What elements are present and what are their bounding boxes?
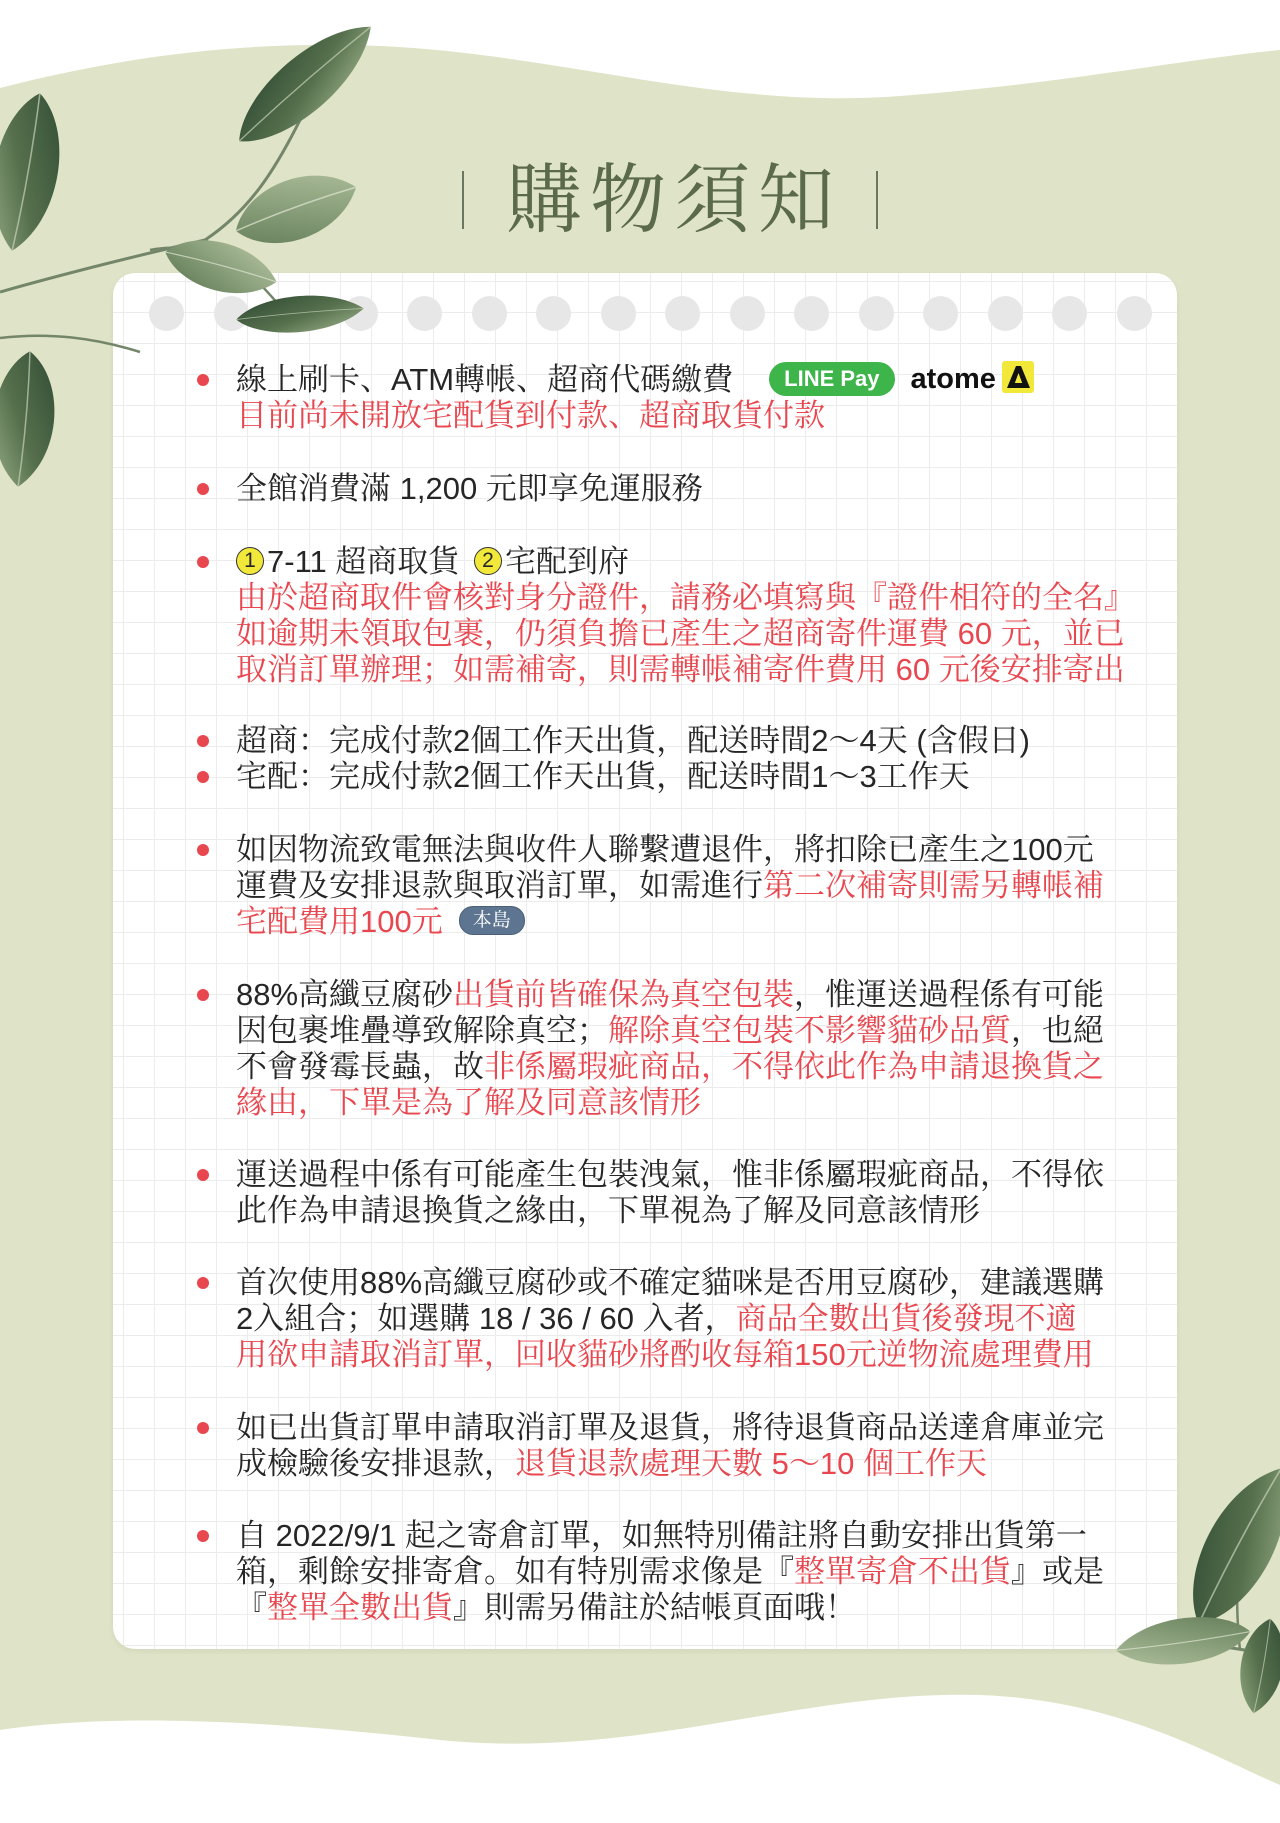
notice-line	[236, 471, 703, 507]
title-block	[462, 150, 878, 250]
binder-hole	[536, 296, 571, 331]
binder-hole	[1117, 296, 1152, 331]
highlight-text: 緣由，下單是為了解及同意該情形	[236, 1085, 701, 1120]
option-number-badge: 2	[474, 547, 502, 575]
bullet-dot	[197, 1277, 209, 1289]
notice-text: 因包裹堆疊導致解除真空；	[236, 1013, 608, 1048]
notice-text: 如因物流致電無法與收件人聯繫遭退件，將扣除已產生之100元	[236, 832, 1094, 867]
notice-line	[236, 616, 1135, 652]
binder-hole	[859, 296, 894, 331]
notice-text: ，也絕	[1011, 1013, 1104, 1048]
notice-line	[236, 904, 1104, 940]
highlight-text: 解除真空包裝不影響貓砂品質	[608, 1013, 1011, 1048]
binder-hole	[601, 296, 636, 331]
binder-hole	[730, 296, 765, 331]
notice-line	[236, 723, 1030, 759]
atome-icon	[1002, 361, 1034, 393]
notice-line	[236, 1518, 1104, 1554]
notice-item-store-timing	[236, 723, 1030, 759]
notice-item-package-leak	[236, 1157, 1104, 1229]
notice-text: 『	[236, 1590, 267, 1625]
notice-line	[236, 759, 970, 795]
notice-item-free-shipping	[236, 471, 703, 507]
notice-text: 宅配到府	[504, 544, 629, 579]
highlight-text: 如逾期未領取包裹，仍須負擔已產生之超商寄件運費 60 元，並已	[236, 616, 1125, 651]
binder-hole	[278, 296, 313, 331]
notice-line	[236, 1265, 1104, 1301]
highlight-text: 出貨前皆確保為真空包裝	[453, 977, 795, 1012]
bullet-dot	[197, 989, 209, 1001]
atome-wordmark: atome	[910, 362, 996, 395]
notice-line	[236, 1410, 1104, 1446]
title-divider-right	[876, 171, 878, 229]
notice-item-first-purchase	[236, 1265, 1104, 1373]
page-title: 購物須知	[506, 155, 842, 244]
binder-hole	[923, 296, 958, 331]
notice-line	[236, 544, 1135, 580]
bullet-dot	[197, 483, 209, 495]
notice-item-delivery-options	[236, 544, 1135, 688]
notice-text: 』則需另備註於結帳頁面哦！	[453, 1590, 856, 1625]
bullet-dot	[197, 771, 209, 783]
linepay-logo: LINE Pay	[769, 362, 894, 396]
highlight-text: 整單寄倉不出貨	[794, 1554, 1011, 1589]
highlight-text: 整單全數出貨	[267, 1590, 453, 1625]
notice-text: 自 2022/9/1 起之寄倉訂單，如無特別備註將自動安排出貨第一	[236, 1518, 1087, 1553]
binder-holes	[149, 296, 1152, 331]
binder-hole	[343, 296, 378, 331]
notice-text: 成檢驗後安排退款，	[236, 1446, 515, 1481]
notice-text: 此作為申請退換貨之緣由，下單視為了解及同意該情形	[236, 1193, 980, 1228]
notice-text: 線上刷卡、ATM轉帳、超商代碼繳費	[236, 362, 734, 397]
notice-line	[236, 652, 1135, 688]
notice-item-returns	[236, 1410, 1104, 1482]
notice-text: 如已出貨訂單申請取消訂單及退貨，將待退貨商品送達倉庫並完	[236, 1410, 1104, 1445]
binder-hole	[149, 296, 184, 331]
notice-text: 宅配：完成付款2個工作天出貨，配送時間1～3工作天	[236, 759, 970, 794]
notice-line	[236, 1554, 1104, 1590]
region-tag: 本島	[459, 906, 525, 935]
notice-line	[236, 1085, 1104, 1121]
notice-item-vacuum-packaging	[236, 977, 1104, 1121]
notice-item-storage-orders	[236, 1518, 1104, 1626]
notice-text: 不會發霉長蟲，故	[236, 1049, 484, 1084]
title-divider-left	[462, 171, 464, 229]
bullet-dot	[197, 1422, 209, 1434]
notice-text: 88%高纖豆腐砂	[236, 977, 454, 1012]
notice-text: 超商：完成付款2個工作天出貨，配送時間2～4天 (含假日)	[236, 723, 1030, 758]
highlight-text: 商品全數出貨後發現不適	[735, 1301, 1077, 1336]
notice-text: 運費及安排退款與取消訂單，如需進行	[236, 868, 763, 903]
notice-line	[236, 1590, 1104, 1626]
binder-hole	[1052, 296, 1087, 331]
binder-hole	[988, 296, 1023, 331]
notice-item-home-timing	[236, 759, 970, 795]
notice-line	[236, 1013, 1104, 1049]
notice-line	[236, 1193, 1104, 1229]
option-number-badge: 1	[236, 547, 264, 575]
binder-hole	[407, 296, 442, 331]
bullet-dot	[197, 1530, 209, 1542]
highlight-text: 退貨退款處理天數 5～10 個工作天	[515, 1446, 987, 1481]
notice-line	[236, 977, 1104, 1013]
notice-text: ，惟運送過程係有可能	[794, 977, 1105, 1012]
binder-hole	[794, 296, 829, 331]
atome-logo	[911, 362, 1034, 396]
binder-hole	[665, 296, 700, 331]
binder-hole	[472, 296, 507, 331]
notice-line	[236, 1301, 1104, 1337]
highlight-text: 宅配費用100元	[236, 904, 443, 939]
highlight-text: 第二次補寄則需另轉帳補	[763, 868, 1104, 903]
notice-text: 運送過程中係有可能產生包裝洩氣，惟非係屬瑕疵商品，不得依	[236, 1157, 1104, 1192]
bullet-dot	[197, 844, 209, 856]
notice-line	[236, 362, 1034, 398]
notice-text: 7-11 超商取貨	[267, 544, 468, 579]
bullet-dot	[197, 556, 209, 568]
notice-text: 箱，剩餘安排寄倉。如有特別需求像是『	[236, 1554, 794, 1589]
notice-line	[236, 868, 1104, 904]
highlight-text: 用欲申請取消訂單，回收貓砂將酌收每箱150元逆物流處理費用	[236, 1337, 1094, 1372]
highlight-text: 由於超商取件會核對身分證件，請務必填寫與『證件相符的全名』	[236, 580, 1135, 615]
notice-item-payment	[236, 362, 1034, 434]
notice-line	[236, 1337, 1104, 1373]
bullet-dot	[197, 735, 209, 747]
bullet-dot	[197, 374, 209, 386]
notice-line	[236, 1446, 1104, 1482]
notice-line	[236, 832, 1104, 868]
notice-text: 全館消費滿 1,200 元即享免運服務	[236, 471, 703, 506]
highlight-text: 目前尚未開放宅配貨到付款、超商取貨付款	[236, 398, 825, 433]
notice-line	[236, 398, 1034, 434]
notice-text: 2入組合；如選購 18 / 36 / 60 入者，	[236, 1301, 736, 1336]
bullet-dot	[197, 1169, 209, 1181]
notice-text: 首次使用88%高纖豆腐砂或不確定貓咪是否用豆腐砂，建議選購	[236, 1265, 1105, 1300]
highlight-text: 非係屬瑕疵商品，不得依此作為申請退換貨之	[484, 1049, 1104, 1084]
notice-text: 』或是	[1011, 1554, 1104, 1589]
binder-hole	[214, 296, 249, 331]
notice-item-returned-package	[236, 832, 1104, 940]
notice-line	[236, 1049, 1104, 1085]
notice-line	[236, 1157, 1104, 1193]
highlight-text: 取消訂單辦理；如需補寄，則需轉帳補寄件費用 60 元後安排寄出	[236, 652, 1125, 687]
notice-line	[236, 580, 1135, 616]
